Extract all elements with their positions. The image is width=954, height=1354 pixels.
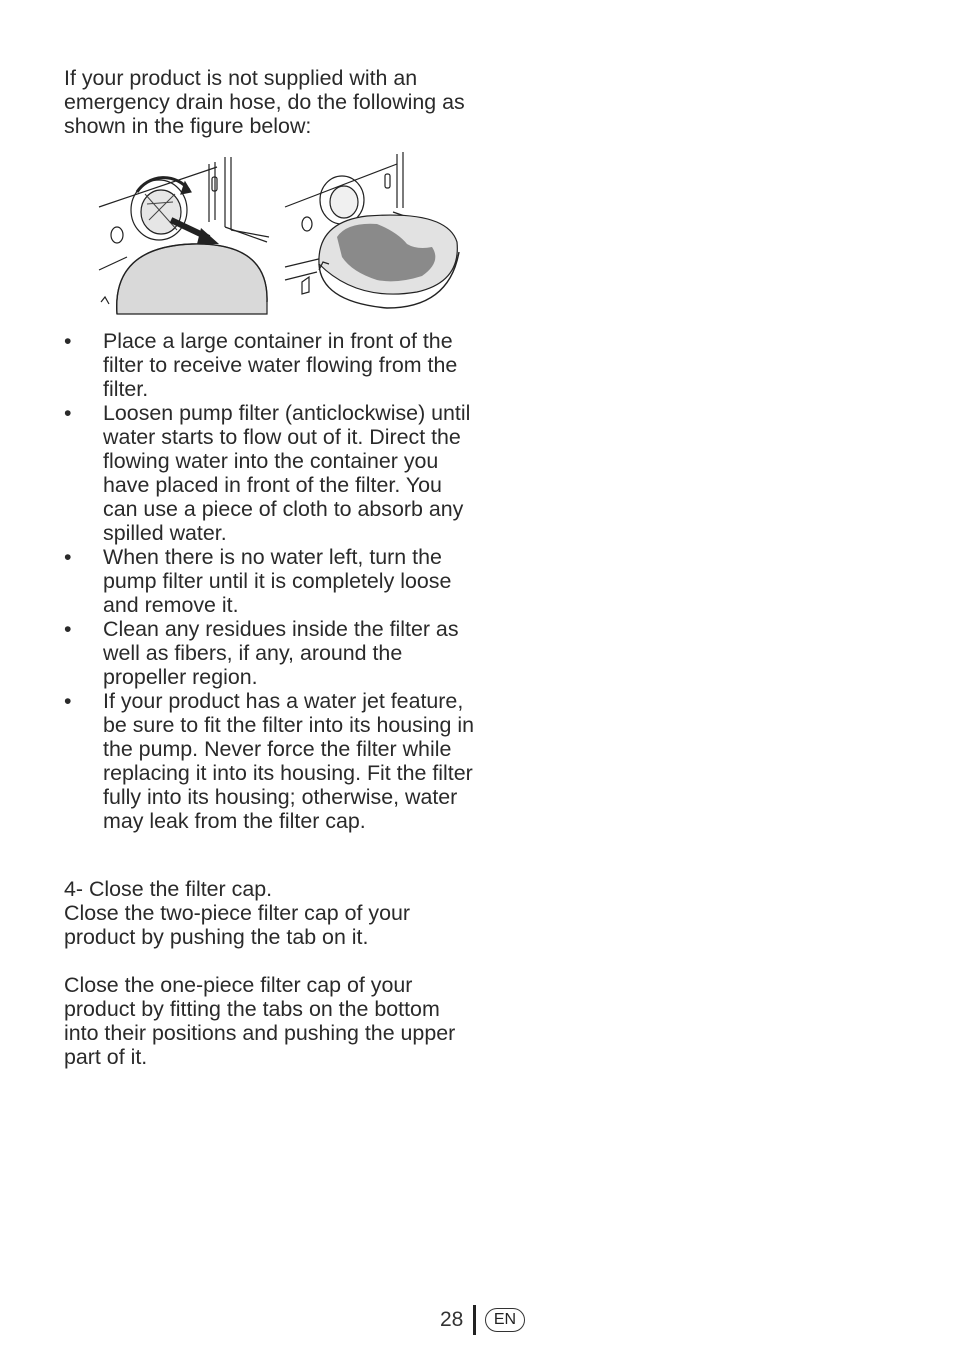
one-piece-cap-paragraph (64, 973, 474, 1069)
list-item (64, 689, 474, 833)
list-item-text: When there is no water left, turn the pump filter until it is completely loose and remove it. (103, 545, 452, 617)
step-4-text: Close the two-piece filter cap of your product by pushing the tab on it. (64, 901, 410, 949)
list-item (64, 617, 474, 689)
list-item-text: Clean any residues inside the filter as well as fibers, if any, around the propeller region. (103, 617, 459, 689)
list-item (64, 329, 474, 401)
drain-illustration (97, 152, 467, 316)
bullet-icon: • (64, 329, 72, 353)
list-item (64, 545, 474, 617)
bullet-icon: • (64, 689, 72, 713)
left-panel-illustration (99, 157, 269, 314)
one-piece-cap-text: Close the one-piece filter cap of your product by fitting the tabs on the bottom into their positions and pushing the upper part of it. (64, 973, 456, 1069)
step-4-section (64, 877, 474, 949)
intro-paragraph (64, 66, 474, 138)
intro-text: If your product is not supplied with an emergency drain hose, do the following as shown in the figure below: (64, 66, 465, 138)
list-item-text: Loosen pump filter (anticlockwise) until water starts to flow out of it. Direct the flowing water into the container you have placed in front of the filter. You can use a piece of cloth to absorb any spilled water. (103, 401, 471, 545)
footer-divider (473, 1305, 476, 1335)
bullet-icon: • (64, 617, 72, 641)
bullet-icon: • (64, 545, 72, 569)
right-panel-illustration (285, 152, 459, 308)
list-item-text: If your product has a water jet feature, be sure to fit the filter into its housing in the pump. Never force the filter while replacing it into its housing. Fit the filter fully into its housing; otherwise, water may leak from the filter cap. (103, 689, 474, 833)
bullet-icon: • (64, 401, 72, 425)
list-item (64, 401, 474, 545)
instruction-list (64, 329, 474, 833)
drain-figure (97, 152, 467, 316)
list-item-text: Place a large container in front of the filter to receive water flowing from the filter. (103, 329, 458, 401)
page-footer (0, 1305, 954, 1335)
page-number: 28 (440, 1308, 464, 1331)
language-badge: EN (485, 1308, 525, 1332)
step-4-heading: 4- Close the filter cap. (64, 877, 273, 901)
